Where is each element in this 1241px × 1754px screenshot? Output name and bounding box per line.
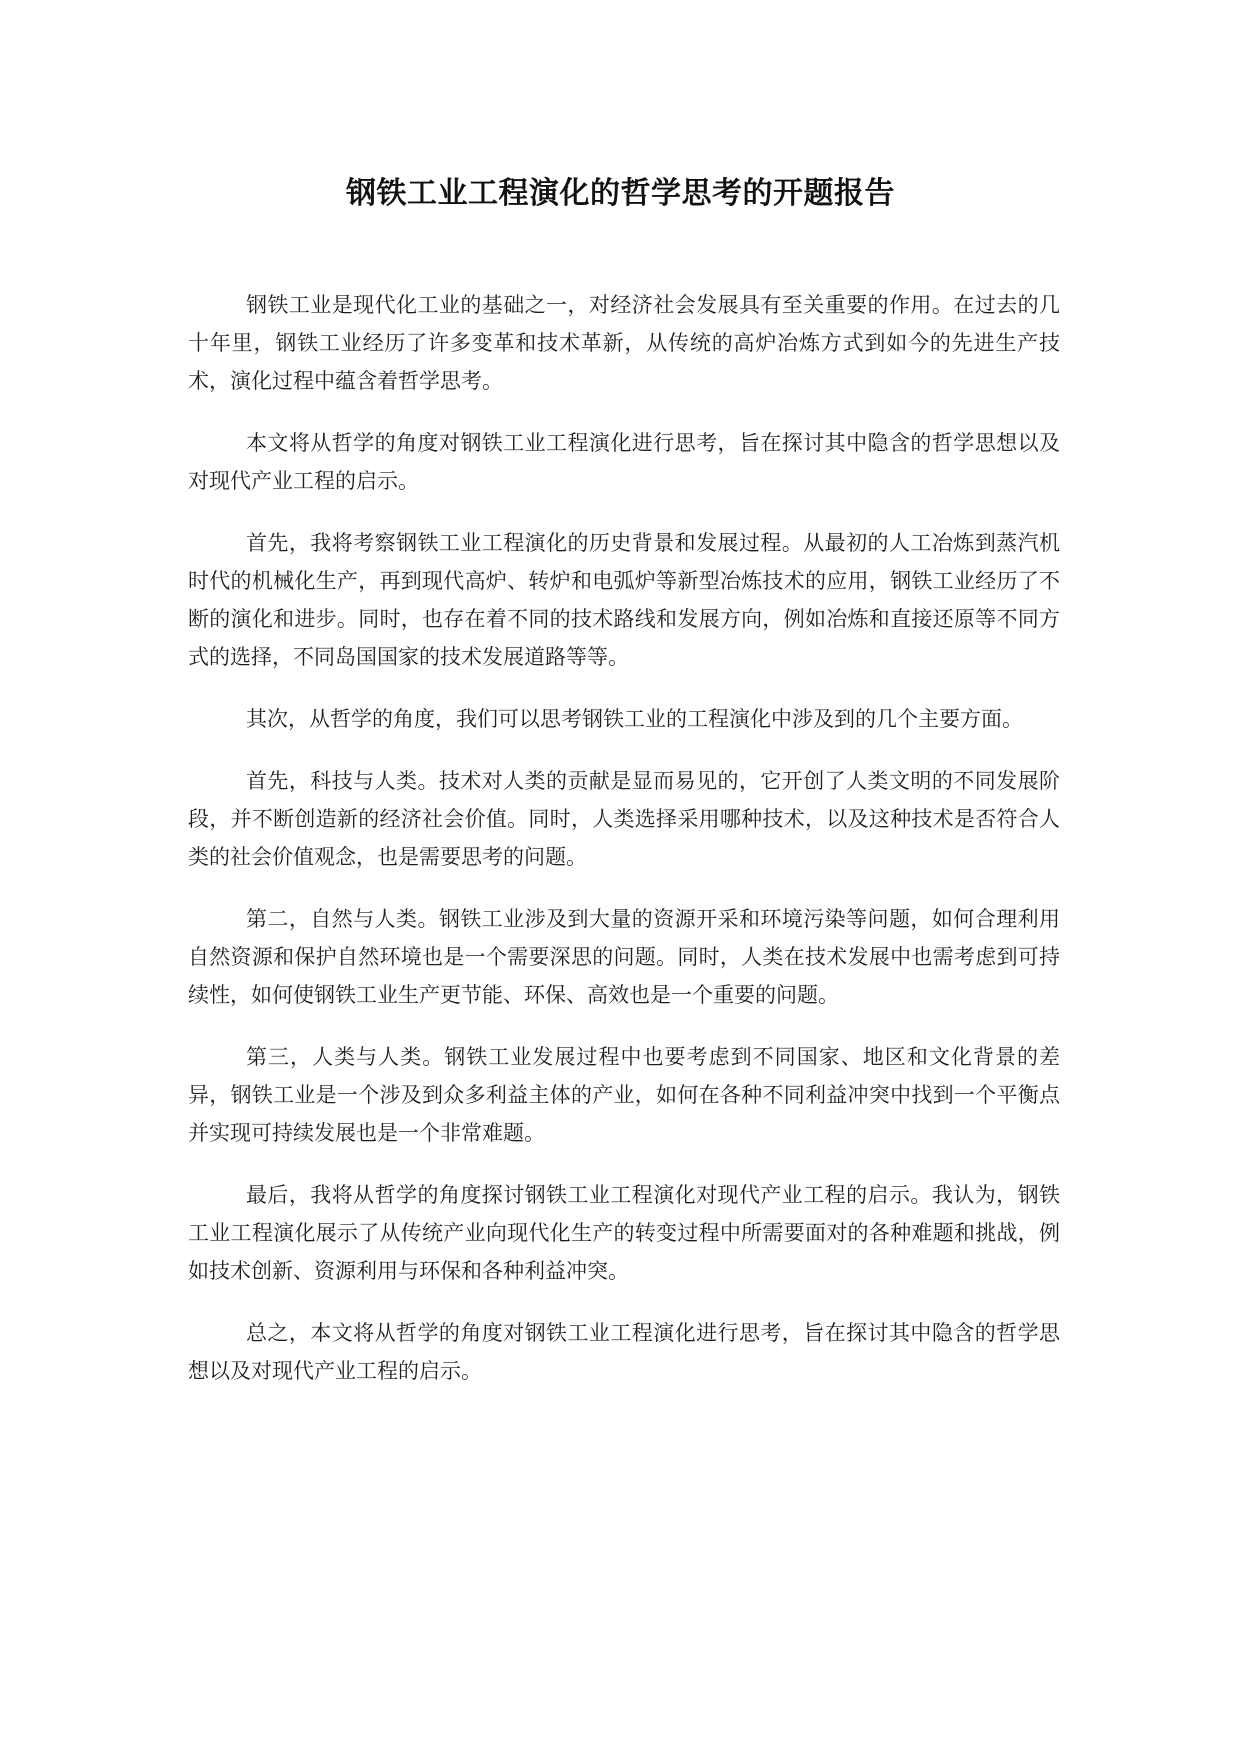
document-title: 钢铁工业工程演化的哲学思考的开题报告 [346, 176, 895, 211]
paragraph-2: 本文将从哲学的角度对钢铁工业工程演化进行思考，旨在探讨其中隐含的哲学思想以及对现代产业工程的启示。 [188, 431, 1060, 493]
paragraph-3: 首先，我将考察钢铁工业工程演化的历史背景和发展过程。从最初的人工冶炼到蒸汽机时代的机械化生产，再到现代高炉、转炉和电弧炉等新型冶炼技术的应用，钢铁工业经历了不断的演化和进步。同时，也存在着不同的技术路线和发展方向，例如冶炼和直接还原等不同方式的选择，不同岛国国家的技术发展道路等等。 [188, 531, 1060, 669]
document-body [188, 286, 1060, 1414]
paragraph-7: 第三，人类与人类。钢铁工业发展过程中也要考虑到不同国家、地区和文化背景的差异，钢铁工业是一个涉及到众多利益主体的产业，如何在各种不同利益冲突中找到一个平衡点并实现可持续发展也是一个非常难题。 [188, 1045, 1060, 1145]
paragraph-1: 钢铁工业是现代化工业的基础之一，对经济社会发展具有至关重要的作用。在过去的几十年里，钢铁工业经历了许多变革和技术革新，从传统的高炉冶炼方式到如今的先进生产技术，演化过程中蕴含着哲学思考。 [188, 293, 1060, 393]
paragraph-5: 首先，科技与人类。技术对人类的贡献是显而易见的，它开创了人类文明的不同发展阶段，并不断创造新的经济社会价值。同时，人类选择采用哪种技术，以及这种技术是否符合人类的社会价值观念，也是需要思考的问题。 [188, 769, 1060, 869]
paragraph-8: 最后，我将从哲学的角度探讨钢铁工业工程演化对现代产业工程的启示。我认为，钢铁工业工程演化展示了从传统产业向现代化生产的转变过程中所需要面对的各种难题和挑战，例如技术创新、资源利用与环保和各种利益冲突。 [188, 1183, 1060, 1283]
paragraph-4: 其次，从哲学的角度，我们可以思考钢铁工业的工程演化中涉及到的几个主要方面。 [246, 707, 1023, 731]
paragraph-6: 第二，自然与人类。钢铁工业涉及到大量的资源开采和环境污染等问题，如何合理利用自然资源和保护自然环境也是一个需要深思的问题。同时，人类在技术发展中也需考虑到可持续性，如何使钢铁工业生产更节能、环保、高效也是一个重要的问题。 [188, 907, 1060, 1007]
paragraph-9: 总之，本文将从哲学的角度对钢铁工业工程演化进行思考，旨在探讨其中隐含的哲学思想以及对现代产业工程的启示。 [188, 1321, 1060, 1383]
